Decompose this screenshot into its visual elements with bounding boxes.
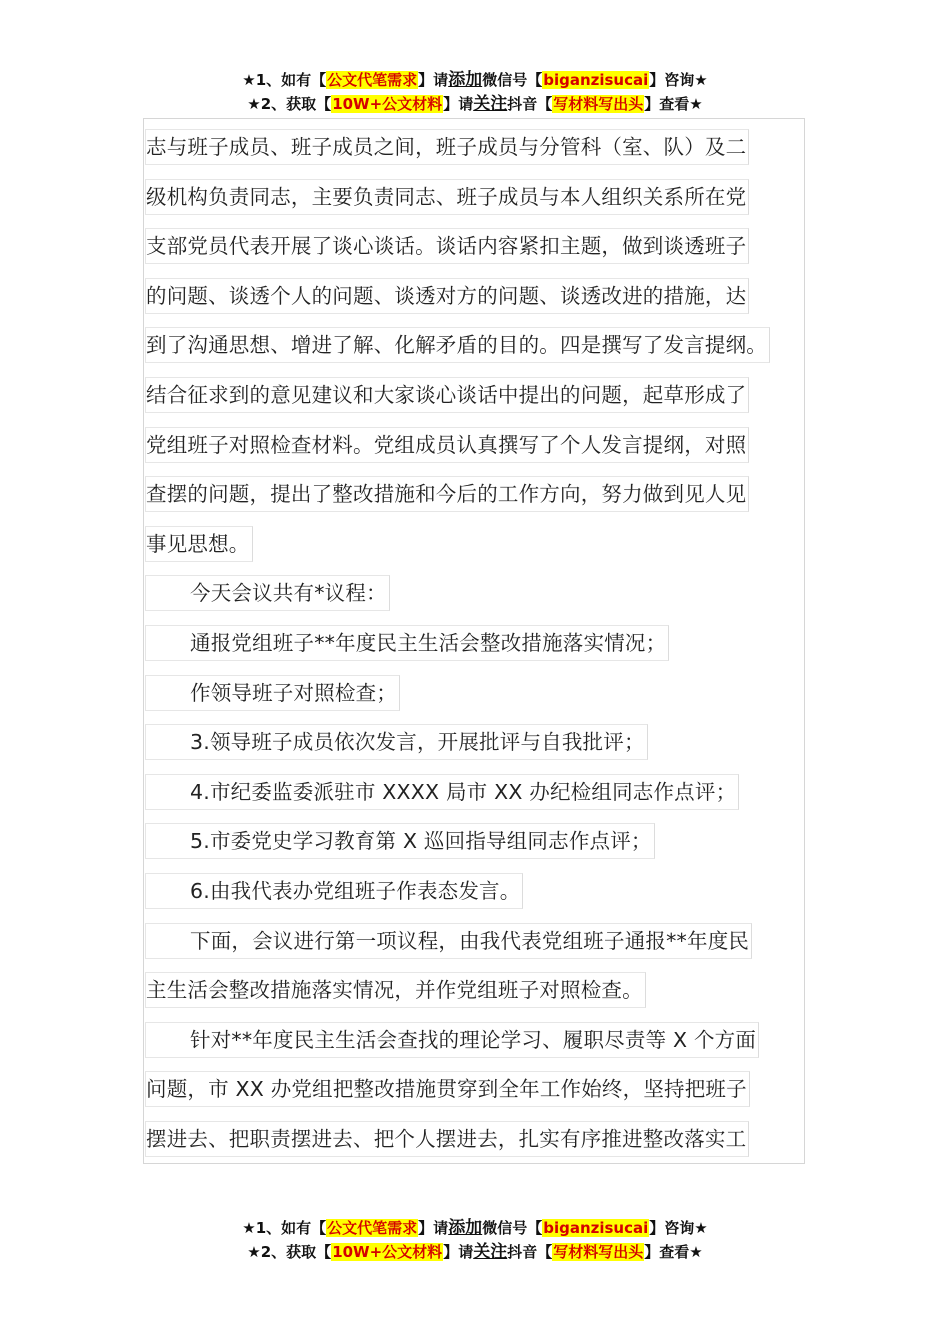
promo-banner-bottom xyxy=(0,1216,950,1264)
body-line xyxy=(145,519,825,569)
promo-text: 】咨询★ xyxy=(649,71,708,89)
body-line xyxy=(145,172,825,222)
promo-line-2 xyxy=(0,1240,950,1264)
promo-line-2 xyxy=(0,92,950,116)
promo-text: 】查看★ xyxy=(644,1243,703,1261)
promo-text: ★2、获取【 xyxy=(247,95,332,113)
body-line-text: 作领导班子对照检查； xyxy=(145,675,400,711)
body-line-text: 事见思想。 xyxy=(145,526,253,562)
promo-text: 】查看★ xyxy=(644,95,703,113)
promo-highlight: 写材料写出头 xyxy=(553,95,644,113)
body-line-text: 查摆的问题，提出了整改措施和今后的工作方向，努力做到见人见 xyxy=(145,476,749,512)
body-line xyxy=(145,1064,825,1114)
body-line-text: 今天会议共有*议程： xyxy=(145,575,390,611)
body-line xyxy=(145,221,825,271)
promo-underline: 添加 xyxy=(448,1218,483,1238)
promo-text: 】请 xyxy=(418,71,449,89)
body-line xyxy=(145,469,825,519)
promo-highlight: 10W+公文材料 xyxy=(332,1243,443,1261)
promo-highlight: biganzisucai xyxy=(543,1219,649,1237)
body-line-text: 党组班子对照检查材料。党组成员认真撰写了个人发言提纲，对照 xyxy=(145,427,749,463)
promo-text: 微信号【 xyxy=(482,1219,543,1237)
promo-text: 】请 xyxy=(443,95,474,113)
body-line-text: 结合征求到的意见建议和大家谈心谈话中提出的问题，起草形成了 xyxy=(145,377,749,413)
promo-text: 】咨询★ xyxy=(649,1219,708,1237)
body-line xyxy=(145,1015,825,1065)
body-line-text: 5.市委党史学习教育第 X 巡回指导组同志作点评； xyxy=(145,823,655,859)
body-line-text: 到了沟通思想、增进了解、化解矛盾的目的。四是撰写了发言提纲。 xyxy=(145,327,770,363)
body-line xyxy=(145,618,825,668)
promo-underline: 关注 xyxy=(473,94,508,114)
body-line xyxy=(145,122,825,172)
body-line-text: 通报党组班子**年度民主生活会整改措施落实情况； xyxy=(145,625,669,661)
promo-underline: 关注 xyxy=(473,1242,508,1262)
promo-text: 抖音【 xyxy=(507,1243,553,1261)
body-line-text: 支部党员代表开展了谈心谈话。谈话内容紧扣主题，做到谈透班子 xyxy=(145,228,749,264)
promo-line-1 xyxy=(0,68,950,92)
body-line xyxy=(145,568,825,618)
body-line xyxy=(145,668,825,718)
promo-text: 抖音【 xyxy=(507,95,553,113)
body-line-text: 志与班子成员、班子成员之间，班子成员与分管科（室、队）及二 xyxy=(145,129,749,165)
body-line-text: 下面，会议进行第一项议程，由我代表党组班子通报**年度民 xyxy=(145,923,752,959)
promo-highlight: 公文代笔需求 xyxy=(327,1219,418,1237)
body-line-text: 3.领导班子成员依次发言，开展批评与自我批评； xyxy=(145,724,648,760)
body-line-text: 问题，市 XX 办党组把整改措施贯穿到全年工作始终，坚持把班子 xyxy=(145,1071,750,1107)
promo-text: ★2、获取【 xyxy=(247,1243,332,1261)
body-line xyxy=(145,370,825,420)
body-line xyxy=(145,420,825,470)
body-line xyxy=(145,916,825,966)
body-line xyxy=(145,767,825,817)
promo-underline: 添加 xyxy=(448,70,483,90)
promo-text: 】请 xyxy=(443,1243,474,1261)
body-line-text: 的问题、谈透个人的问题、谈透对方的问题、谈透改进的措施，达 xyxy=(145,278,749,314)
promo-highlight: 公文代笔需求 xyxy=(327,71,418,89)
promo-line-1 xyxy=(0,1216,950,1240)
body-line-text: 4.市纪委监委派驻市 XXXX 局市 XX 办纪检组同志作点评； xyxy=(145,774,739,810)
promo-highlight: 写材料写出头 xyxy=(553,1243,644,1261)
body-line xyxy=(145,1114,825,1164)
body-line-text: 摆进去、把职责摆进去、把个人摆进去，扎实有序推进整改落实工 xyxy=(145,1121,749,1157)
promo-text: 】请 xyxy=(418,1219,449,1237)
body-line xyxy=(145,271,825,321)
promo-highlight: 10W+公文材料 xyxy=(332,95,443,113)
body-line xyxy=(145,866,825,916)
promo-text: ★1、如有【 xyxy=(242,71,327,89)
body-line-text: 6.由我代表办党组班子作表态发言。 xyxy=(145,873,523,909)
body-line xyxy=(145,717,825,767)
promo-banner-top xyxy=(0,68,950,116)
body-line-text: 主生活会整改措施落实情况，并作党组班子对照检查。 xyxy=(145,972,646,1008)
body-line-text: 针对**年度民主生活会查找的理论学习、履职尽责等 X 个方面 xyxy=(145,1022,759,1058)
promo-text: ★1、如有【 xyxy=(242,1219,327,1237)
body-line xyxy=(145,816,825,866)
body-line xyxy=(145,320,825,370)
body-line xyxy=(145,965,825,1015)
document-body xyxy=(145,122,825,1163)
body-line-text: 级机构负责同志，主要负责同志、班子成员与本人组织关系所在党 xyxy=(145,179,749,215)
promo-highlight: biganzisucai xyxy=(543,71,649,89)
promo-text: 微信号【 xyxy=(482,71,543,89)
